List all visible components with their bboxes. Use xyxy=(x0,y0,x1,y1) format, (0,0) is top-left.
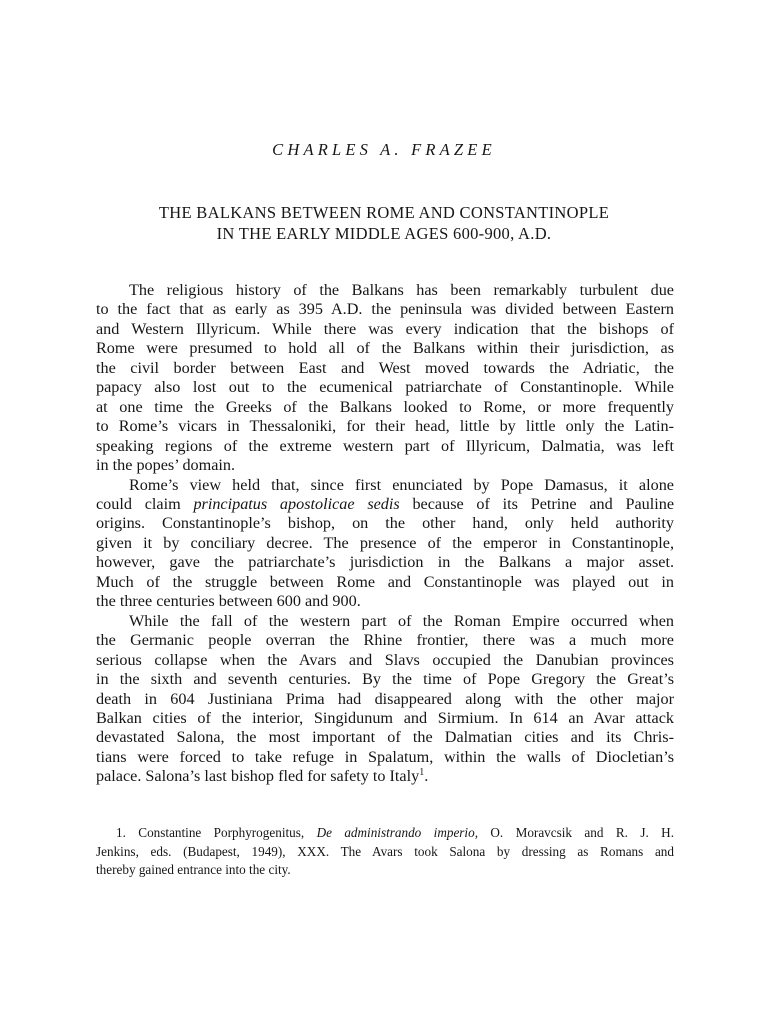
text-line: While the fall of the western part of the Roman Empire occurred when xyxy=(129,611,674,630)
footnote-reference[interactable]: 1 xyxy=(419,767,425,779)
text-line: origins. Constantinople’s bishop, on the other hand, only held authority xyxy=(96,514,674,533)
paragraph-3 xyxy=(96,612,674,787)
text-line: to Rome’s vicars in Thessaloniki, for their head, little by little only the Latin- xyxy=(96,417,674,436)
text-line-with-italic xyxy=(96,495,674,514)
text-line: to the fact that as early as 395 A.D. the peninsula was divided between Eastern xyxy=(96,300,674,319)
text-line: in the popes’ domain. xyxy=(96,456,236,475)
italic-book-title: De administrando imperio, xyxy=(316,825,478,840)
text-line: Balkan cities of the interior, Singidunum and Sirmium. In 614 an Avar attack xyxy=(96,708,674,727)
text-line: at one time the Greeks of the Balkans looked to Rome, or more frequently xyxy=(96,397,674,416)
text-line: given it by conciliary decree. The presence of the emperor in Constantinople, xyxy=(96,533,674,552)
text-line: serious collapse when the Avars and Slavs occupied the Danubian provinces xyxy=(96,650,674,669)
paragraph-1 xyxy=(96,281,674,476)
text-segment: could claim xyxy=(96,494,194,513)
article-title xyxy=(0,202,768,244)
text-segment: Constantine Porphyrogenitus, xyxy=(125,825,317,840)
author-name: CHARLES A. FRAZEE xyxy=(272,140,496,159)
text-line: Much of the struggle between Rome and Constantinople was played out in xyxy=(96,572,674,591)
text-line: Rome were presumed to hold all of the Balkans within their jurisdiction, as xyxy=(96,339,674,358)
text-line: Rome’s view held that, since first enunciated by Pope Damasus, it alone xyxy=(129,475,674,494)
footnote xyxy=(96,824,674,880)
footnote-number: 1. xyxy=(116,825,126,840)
title-line-2: IN THE EARLY MIDDLE AGES 600-900, A.D. xyxy=(216,224,552,243)
text-line: however, gave the patriarchate’s jurisdiction in the Balkans a major asset. xyxy=(96,553,674,572)
text-line: and Western Illyricum. While there was every indication that the bishops of xyxy=(96,319,674,338)
text-line: the civil border between East and West moved towards the Adriatic, the xyxy=(96,358,674,377)
text-line: tians were forced to take refuge in Spalatum, within the walls of Diocletian’s xyxy=(96,747,674,766)
paragraph-2 xyxy=(96,476,674,612)
text-segment: palace. Salona’s last bishop fled for safety to Italy xyxy=(96,767,420,786)
text-line: the three centuries between 600 and 900. xyxy=(96,592,361,611)
text-segment: O. Moravcsik and R. J. H. xyxy=(478,825,674,840)
title-line-1: THE BALKANS BETWEEN ROME AND CONSTANTINOPLE xyxy=(158,203,610,222)
text-line: in the sixth and seventh centuries. By the time of Pope Gregory the Great’s xyxy=(96,670,674,689)
footnote-line: thereby gained entrance into the city. xyxy=(96,862,291,878)
text-line: The religious history of the Balkans has been remarkably turbulent due xyxy=(129,281,674,299)
text-segment: . xyxy=(424,767,429,786)
text-line: papacy also lost out to the ecumenical patriarchate of Constantinople. While xyxy=(96,378,674,397)
text-line: death in 604 Justiniana Prima had disappeared along with the other major xyxy=(96,689,674,708)
text-line: the Germanic people overran the Rhine frontier, there was a much more xyxy=(96,631,674,650)
text-line: speaking regions of the extreme western part of Illyricum, Dalmatia, was left xyxy=(96,436,674,455)
text-segment: because of its Petrine and Pauline xyxy=(399,494,675,513)
footnote-line: Jenkins, eds. (Budapest, 1949), XXX. The Avars took Salona by dressing as Romans and xyxy=(96,843,674,859)
italic-latin-phrase: principatus apostolicae sedis xyxy=(193,494,400,513)
text-line xyxy=(96,767,674,786)
article-body xyxy=(96,281,674,787)
footnote-line xyxy=(96,824,674,843)
text-line: devastated Salona, the most important of the Dalmatian cities and its Chris- xyxy=(96,728,674,747)
